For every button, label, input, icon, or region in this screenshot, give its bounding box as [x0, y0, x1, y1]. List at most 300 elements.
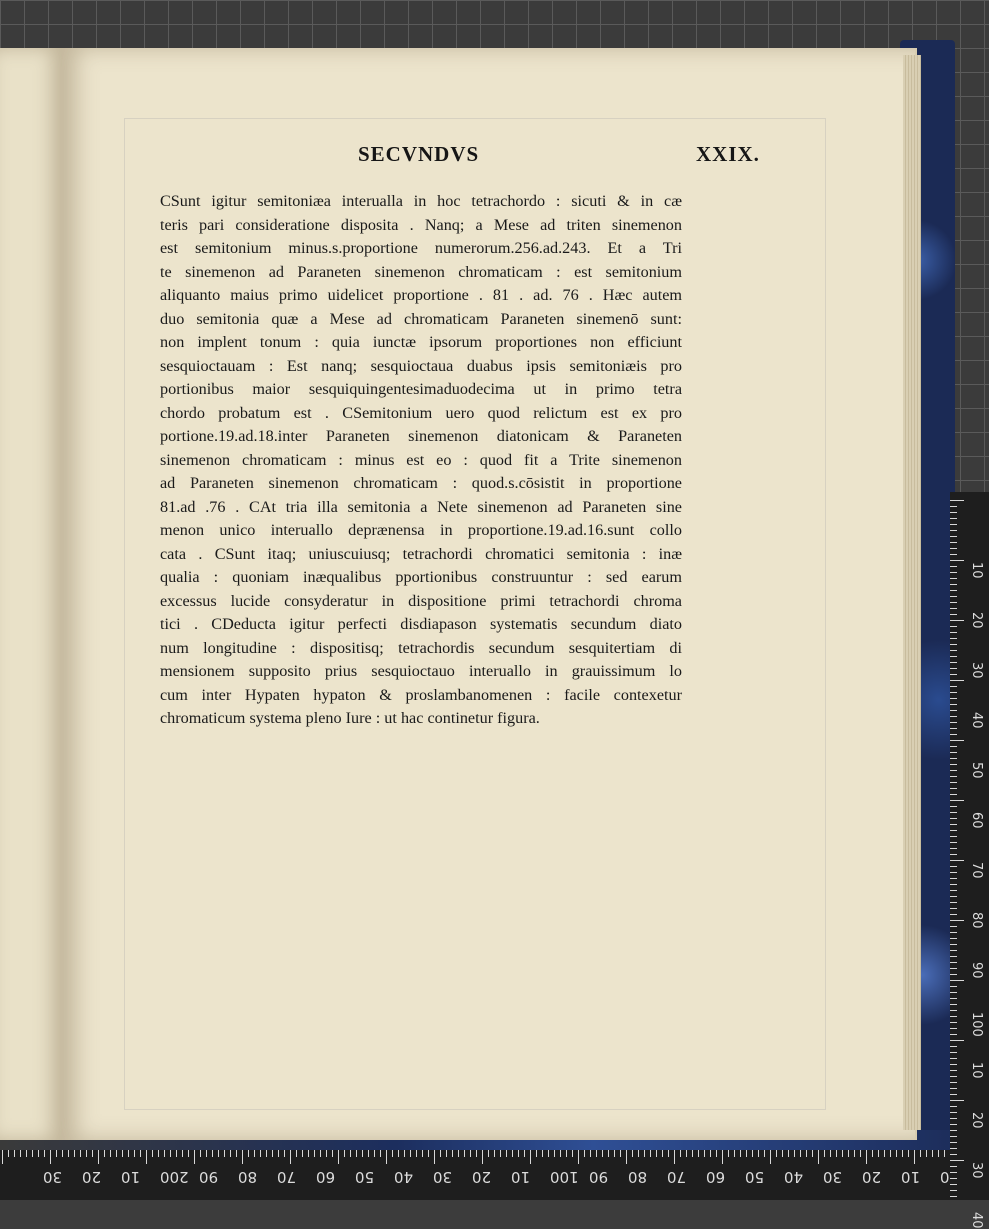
text-line: mensionem supposito prius sesquioctauo interuallo in grauissimum lo [160, 662, 682, 680]
ruler-tick [386, 1150, 387, 1164]
ruler-tick [950, 938, 957, 939]
ruler-tick [224, 1150, 225, 1157]
ruler-number: 100 [550, 1168, 579, 1186]
ruler-tick [290, 1150, 291, 1164]
ruler-tick [950, 758, 957, 759]
ruler-tick [32, 1150, 33, 1157]
ruler-tick [950, 848, 957, 849]
ruler-tick [950, 1190, 957, 1191]
ruler-tick [950, 1070, 957, 1071]
ruler-tick [392, 1150, 393, 1157]
ruler-tick [170, 1150, 171, 1157]
ruler-tick [950, 662, 957, 663]
text-line: non implent tonum : quia iunctæ ipsorum proportiones non efficiunt [160, 333, 682, 351]
ruler-tick [794, 1150, 795, 1157]
ruler-tick [950, 1010, 957, 1011]
left-page [0, 48, 62, 1140]
ruler-number: 10 [511, 1168, 531, 1186]
ruler-tick [950, 1094, 957, 1095]
ruler-tick [398, 1150, 399, 1157]
ruler-tick [746, 1150, 747, 1157]
ruler-tick [950, 680, 964, 681]
ruler-tick [542, 1150, 543, 1157]
ruler-tick [164, 1150, 165, 1157]
ruler-tick [950, 518, 957, 519]
ruler-tick [950, 638, 957, 639]
ruler-tick [788, 1150, 789, 1157]
ruler-tick [950, 1154, 957, 1155]
ruler-number: 40 [394, 1168, 414, 1186]
ruler-tick [152, 1150, 153, 1157]
ruler-number: 30 [969, 662, 984, 679]
ruler-tick [716, 1150, 717, 1157]
ruler-tick [2, 1150, 3, 1164]
ruler-tick [428, 1150, 429, 1157]
ruler-tick [656, 1150, 657, 1157]
ruler-tick [446, 1150, 447, 1157]
ruler-tick [950, 1166, 957, 1167]
ruler-tick [596, 1150, 597, 1157]
ruler-tick [950, 608, 957, 609]
ruler-tick [260, 1150, 261, 1157]
ruler-tick [950, 1178, 957, 1179]
ruler-tick [848, 1150, 849, 1157]
text-line: sinemenon chromaticam : minus est eo : quod fit a Trite sinemenon [160, 450, 682, 469]
ruler-tick [950, 728, 957, 729]
text-line: te sinemenon ad Paraneten sinemenon chromaticam : est semitonium [160, 262, 682, 281]
ruler-tick [950, 1106, 957, 1107]
ruler-tick [950, 854, 957, 855]
ruler-tick [896, 1150, 897, 1157]
ruler-tick [266, 1150, 267, 1157]
ruler-tick [608, 1150, 609, 1157]
ruler-tick [950, 686, 957, 687]
ruler-tick [662, 1150, 663, 1157]
ruler-tick [950, 1082, 957, 1083]
ruler-tick [950, 950, 957, 951]
ruler-number: 90 [589, 1168, 609, 1186]
ruler-tick [26, 1150, 27, 1157]
ruler-tick [950, 806, 957, 807]
ruler-tick [950, 818, 957, 819]
ruler-tick [950, 776, 957, 777]
ruler-number: 90 [969, 962, 984, 979]
ruler-tick [98, 1150, 99, 1164]
ruler-tick [128, 1150, 129, 1157]
ruler-tick [926, 1150, 927, 1157]
ruler-tick [950, 956, 957, 957]
ruler-tick [950, 812, 957, 813]
ruler-tick [950, 980, 964, 981]
ruler-tick [950, 674, 957, 675]
ruler-tick [902, 1150, 903, 1157]
ruler-tick [752, 1150, 753, 1157]
ruler-tick [230, 1150, 231, 1157]
ruler-tick [14, 1150, 15, 1157]
ruler-tick [404, 1150, 405, 1157]
ruler-tick [338, 1150, 339, 1164]
ruler-tick [890, 1150, 891, 1157]
ruler-tick [782, 1150, 783, 1157]
ruler-tick [950, 788, 957, 789]
ruler-tick [698, 1150, 699, 1157]
ruler-tick [650, 1150, 651, 1157]
ruler-tick [950, 644, 957, 645]
ruler-tick [950, 902, 957, 903]
ruler-tick [416, 1150, 417, 1157]
ruler-tick [950, 968, 957, 969]
ruler-tick [20, 1150, 21, 1157]
ruler-tick [452, 1150, 453, 1157]
ruler-number: 50 [355, 1168, 375, 1186]
ruler-tick [572, 1150, 573, 1157]
ruler-tick [950, 1112, 957, 1113]
ruler-tick [950, 998, 957, 999]
horizontal-ruler [0, 1150, 950, 1200]
ruler-tick [950, 1052, 957, 1053]
ruler-tick [950, 974, 957, 975]
text-line: est semitonium minus.s.proportione numerorum.256.ad.243. Et a Tri [160, 239, 682, 257]
ruler-number: 30 [969, 1162, 984, 1179]
ruler-tick [188, 1150, 189, 1157]
ruler-tick [518, 1150, 519, 1157]
ruler-tick [380, 1150, 381, 1157]
ruler-tick [74, 1150, 75, 1157]
ruler-tick [236, 1150, 237, 1157]
ruler-tick [560, 1150, 561, 1157]
ruler-tick [908, 1150, 909, 1157]
text-line: sesquioctauam : Est nanq; sesquioctaua duabus ipsis semitoniæis pro [160, 356, 682, 375]
ruler-tick [566, 1150, 567, 1157]
ruler-tick [878, 1150, 879, 1157]
ruler-tick [950, 740, 964, 741]
ruler-tick [758, 1150, 759, 1157]
ruler-tick [488, 1150, 489, 1157]
ruler-tick [950, 524, 957, 525]
ruler-number: 30 [433, 1168, 453, 1186]
ruler-tick [950, 1076, 957, 1077]
ruler-tick [824, 1150, 825, 1157]
ruler-tick [482, 1150, 483, 1164]
ruler-tick [950, 1124, 957, 1125]
text-line: chromaticum systema pleno Iure : ut hac continetur figura. [160, 709, 540, 727]
ruler-tick [950, 578, 957, 579]
ruler-tick [110, 1150, 111, 1157]
ruler-tick [842, 1150, 843, 1157]
ruler-tick [950, 614, 957, 615]
ruler-tick [866, 1150, 867, 1164]
ruler-tick [950, 896, 957, 897]
ruler-tick [818, 1150, 819, 1164]
ruler-tick [884, 1150, 885, 1157]
ruler-tick [524, 1150, 525, 1157]
ruler-tick [950, 650, 957, 651]
ruler-number: 20 [472, 1168, 492, 1186]
text-line: menon unico interuallo deprænensa in proportione.19.ad.16.sunt collo [160, 521, 682, 539]
text-line: CSunt igitur semitoniæa interualla in hoc tetrachordo : sicuti & in cæ [160, 192, 682, 210]
ruler-tick [950, 584, 957, 585]
ruler-tick [638, 1150, 639, 1157]
ruler-tick [950, 626, 957, 627]
ruler-number: 30 [823, 1168, 843, 1186]
ruler-tick [350, 1150, 351, 1157]
ruler-number: 60 [706, 1168, 726, 1186]
ruler-tick [950, 734, 957, 735]
ruler-tick [362, 1150, 363, 1157]
text-line: tici . CDeducta igitur perfecti disdiapason systematis secundum diato [160, 615, 682, 633]
ruler-tick [122, 1150, 123, 1157]
ruler-tick [950, 830, 957, 831]
ruler-tick [950, 1100, 964, 1101]
ruler-tick [806, 1150, 807, 1157]
ruler-tick [770, 1150, 771, 1164]
ruler-tick [950, 944, 957, 945]
ruler-tick [950, 1118, 957, 1119]
ruler-tick [950, 842, 957, 843]
ruler-tick [44, 1150, 45, 1157]
ruler-tick [722, 1150, 723, 1164]
ruler-tick [50, 1150, 51, 1164]
ruler-number: 70 [277, 1168, 297, 1186]
ruler-number: 10 [901, 1168, 921, 1186]
ruler-tick [950, 992, 957, 993]
ruler-tick [680, 1150, 681, 1157]
vertical-ruler [950, 492, 989, 1229]
ruler-tick [920, 1150, 921, 1157]
ruler-tick [500, 1150, 501, 1157]
body-text-block [160, 190, 682, 731]
ruler-tick [146, 1150, 147, 1164]
ruler-tick [92, 1150, 93, 1157]
ruler-tick [776, 1150, 777, 1157]
ruler-tick [422, 1150, 423, 1157]
ruler-tick [950, 506, 957, 507]
ruler-tick [344, 1150, 345, 1157]
ruler-tick [836, 1150, 837, 1157]
ruler-tick [38, 1150, 39, 1157]
ruler-tick [242, 1150, 243, 1164]
ruler-tick [950, 1046, 957, 1047]
ruler-tick [950, 764, 957, 765]
ruler-tick [326, 1150, 327, 1157]
ruler-tick [950, 800, 964, 801]
ruler-tick [140, 1150, 141, 1157]
ruler-number: 50 [969, 762, 984, 779]
ruler-number: 10 [969, 562, 984, 579]
ruler-tick [584, 1150, 585, 1157]
ruler-tick [620, 1150, 621, 1157]
text-line: cata . CSunt itaq; uniuscuiusq; tetrachordi chromatici semitonia : inæ [160, 544, 682, 563]
ruler-tick [950, 602, 957, 603]
ruler-tick [950, 926, 957, 927]
ruler-tick [950, 572, 957, 573]
ruler-tick [950, 920, 964, 921]
ruler-tick [950, 668, 957, 669]
ruler-tick [434, 1150, 435, 1164]
ruler-tick [632, 1150, 633, 1157]
ruler-tick [860, 1150, 861, 1157]
ruler-tick [950, 1016, 957, 1017]
text-line: teris pari consideratione disposita . Nanq; a Mese ad triten sinemenon [160, 215, 682, 234]
ruler-tick [308, 1150, 309, 1157]
ruler-tick [950, 1088, 957, 1089]
ruler-tick [950, 554, 957, 555]
ruler-tick [950, 548, 957, 549]
ruler-tick [158, 1150, 159, 1157]
ruler-tick [914, 1150, 915, 1164]
ruler-tick [944, 1150, 945, 1157]
ruler-number: 20 [969, 1112, 984, 1129]
ruler-tick [320, 1150, 321, 1157]
ruler-tick [812, 1150, 813, 1157]
ruler-tick [950, 530, 957, 531]
ruler-tick [950, 590, 957, 591]
ruler-tick [950, 566, 957, 567]
ruler-tick [116, 1150, 117, 1157]
ruler-number: 80 [238, 1168, 258, 1186]
ruler-tick [950, 1064, 957, 1065]
ruler-tick [644, 1150, 645, 1157]
ruler-tick [950, 1160, 964, 1161]
ruler-tick [614, 1150, 615, 1157]
ruler-number: 0 [940, 1168, 950, 1186]
ruler-tick [530, 1150, 531, 1164]
ruler-tick [950, 512, 957, 513]
ruler-tick [668, 1150, 669, 1157]
ruler-tick [374, 1150, 375, 1157]
ruler-tick [950, 698, 957, 699]
ruler-tick [950, 710, 957, 711]
ruler-tick [410, 1150, 411, 1157]
ruler-tick [950, 692, 957, 693]
ruler-tick [950, 752, 957, 753]
ruler-tick [950, 1142, 957, 1143]
ruler-tick [950, 962, 957, 963]
text-line: portione.19.ad.18.inter Paraneten sinemenon diatonicam & Paraneten [160, 427, 682, 445]
ruler-tick [950, 860, 964, 861]
ruler-tick [740, 1150, 741, 1157]
ruler-tick [854, 1150, 855, 1157]
ruler-tick [302, 1150, 303, 1157]
ruler-tick [932, 1150, 933, 1157]
ruler-tick [8, 1150, 9, 1157]
ruler-tick [950, 542, 957, 543]
ruler-tick [86, 1150, 87, 1157]
ruler-tick [950, 986, 957, 987]
ruler-tick [950, 836, 957, 837]
ruler-tick [950, 914, 957, 915]
ruler-tick [440, 1150, 441, 1157]
text-line: aliquanto maius primo uidelicet proportione . 81 . ad. 76 . Hæc autem [160, 286, 682, 304]
ruler-tick [536, 1150, 537, 1157]
ruler-number: 30 [43, 1168, 63, 1186]
ruler-number: 20 [862, 1168, 882, 1186]
ruler-number: 70 [667, 1168, 687, 1186]
running-title: SECVNDVS [358, 142, 480, 166]
ruler-tick [950, 722, 957, 723]
ruler-tick [458, 1150, 459, 1157]
ruler-tick [710, 1150, 711, 1157]
ruler-tick [506, 1150, 507, 1157]
ruler-tick [176, 1150, 177, 1157]
ruler-tick [200, 1150, 201, 1157]
ruler-number: 40 [784, 1168, 804, 1186]
ruler-tick [950, 620, 964, 621]
ruler-tick [590, 1150, 591, 1157]
ruler-tick [692, 1150, 693, 1157]
ruler-tick [182, 1150, 183, 1157]
ruler-number: 60 [316, 1168, 336, 1186]
ruler-tick [938, 1150, 939, 1157]
ruler-tick [476, 1150, 477, 1157]
ruler-tick [950, 770, 957, 771]
ruler-tick [728, 1150, 729, 1157]
ruler-tick [950, 1136, 957, 1137]
ruler-tick [950, 782, 957, 783]
ruler-tick [950, 1058, 957, 1059]
ruler-number: 20 [82, 1168, 102, 1186]
ruler-tick [356, 1150, 357, 1157]
text-line: num longitudine : dispositisq; tetrachordis secundum sesquitertiam di [160, 638, 682, 657]
text-line: duo semitonia quæ a Mese ad chromaticam Paraneten sinemenō sunt: [160, 309, 682, 328]
ruler-tick [206, 1150, 207, 1157]
ruler-tick [284, 1150, 285, 1157]
text-line: portionibus maior sesquiquingentesimaduodecima ut in primo tetra [160, 380, 682, 398]
ruler-tick [830, 1150, 831, 1157]
ruler-tick [950, 1028, 957, 1029]
ruler-tick [254, 1150, 255, 1157]
ruler-number: 200 [160, 1168, 189, 1186]
ruler-tick [332, 1150, 333, 1157]
ruler-tick [950, 890, 957, 891]
ruler-tick [578, 1150, 579, 1164]
ruler-tick [56, 1150, 57, 1157]
ruler-tick [368, 1150, 369, 1157]
ruler-tick [314, 1150, 315, 1157]
ruler-tick [950, 878, 957, 879]
ruler-tick [950, 1148, 957, 1149]
ruler-tick [272, 1150, 273, 1157]
ruler-number: 90 [199, 1168, 219, 1186]
ruler-tick [950, 596, 957, 597]
ruler-number: 60 [969, 812, 984, 829]
ruler-tick [104, 1150, 105, 1157]
ruler-number: 80 [628, 1168, 648, 1186]
ruler-tick [950, 656, 957, 657]
ruler-tick [950, 500, 964, 501]
ruler-tick [950, 1184, 957, 1185]
ruler-tick [950, 560, 964, 561]
ruler-tick [950, 1022, 957, 1023]
text-line: excessus lucide consyderatur in dispositione primi tetrachordi chroma [160, 591, 682, 610]
ruler-tick [68, 1150, 69, 1157]
ruler-tick [872, 1150, 873, 1157]
ruler-tick [674, 1150, 675, 1164]
ruler-tick [950, 746, 957, 747]
ruler-number: 40 [969, 1212, 984, 1229]
text-line: ad Paraneten sinemenon chromaticam : quod.s.cōsistit in proportione [160, 474, 682, 492]
ruler-number: 40 [969, 712, 984, 729]
ruler-tick [950, 932, 957, 933]
ruler-tick [950, 908, 957, 909]
ruler-tick [950, 1004, 957, 1005]
ruler-tick [554, 1150, 555, 1157]
ruler-number: 100 [969, 1012, 984, 1037]
text-line: qualia : quoniam inæqualibus pportionibus construuntur : sed earum [160, 568, 682, 586]
ruler-tick [80, 1150, 81, 1157]
ruler-tick [950, 824, 957, 825]
ruler-tick [134, 1150, 135, 1157]
